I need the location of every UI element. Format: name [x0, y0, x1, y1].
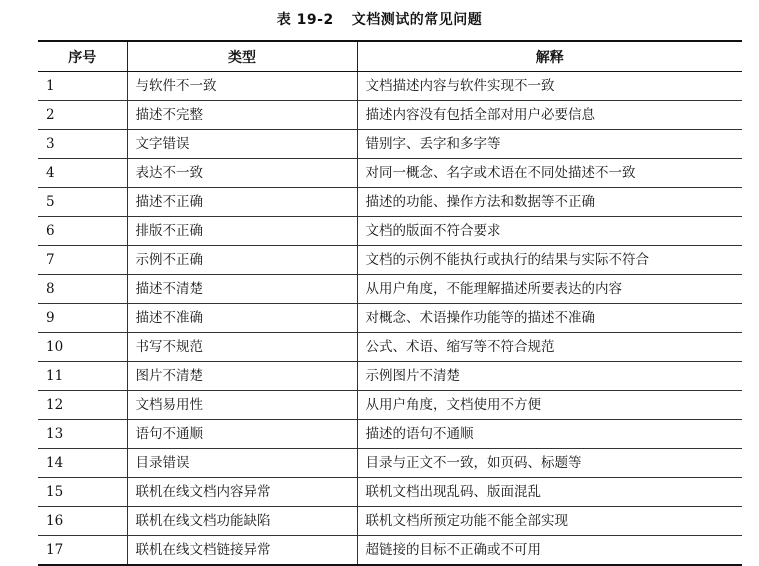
table-row — [38, 333, 742, 362]
cell-type: 图片不清楚 — [127, 362, 357, 391]
table-caption — [0, 9, 759, 29]
header-type: 类型 — [127, 41, 357, 72]
cell-index: 13 — [38, 420, 127, 449]
cell-index: 14 — [38, 449, 127, 478]
cell-description: 对概念、术语操作功能等的描述不准确 — [357, 304, 742, 333]
cell-description: 文档的版面不符合要求 — [357, 217, 742, 246]
cell-index: 8 — [38, 275, 127, 304]
cell-description: 示例图片不清楚 — [357, 362, 742, 391]
cell-index: 2 — [38, 101, 127, 130]
table-row — [38, 304, 742, 333]
cell-type: 联机在线文档功能缺陷 — [127, 507, 357, 536]
cell-type: 表达不一致 — [127, 159, 357, 188]
cell-type: 联机在线文档链接异常 — [127, 536, 357, 566]
cell-index: 6 — [38, 217, 127, 246]
table-row — [38, 101, 742, 130]
table-row — [38, 391, 742, 420]
table-row — [38, 478, 742, 507]
table-row — [38, 536, 742, 566]
table-row — [38, 246, 742, 275]
cell-type: 与软件不一致 — [127, 72, 357, 101]
cell-description: 错别字、丢字和多字等 — [357, 130, 742, 159]
table-row — [38, 420, 742, 449]
cell-index: 5 — [38, 188, 127, 217]
table-row — [38, 217, 742, 246]
cell-index: 17 — [38, 536, 127, 566]
table-row — [38, 507, 742, 536]
cell-index: 12 — [38, 391, 127, 420]
cell-type: 排版不正确 — [127, 217, 357, 246]
cell-description: 描述的功能、操作方法和数据等不正确 — [357, 188, 742, 217]
cell-index: 11 — [38, 362, 127, 391]
table-body — [38, 72, 742, 566]
table-row — [38, 72, 742, 101]
table-row — [38, 188, 742, 217]
table-row — [38, 449, 742, 478]
table-row — [38, 275, 742, 304]
cell-type: 联机在线文档内容异常 — [127, 478, 357, 507]
cell-description: 文档的示例不能执行或执行的结果与实际不符合 — [357, 246, 742, 275]
cell-description: 公式、术语、缩写等不符合规范 — [357, 333, 742, 362]
header-index: 序号 — [38, 41, 127, 72]
cell-type: 文字错误 — [127, 130, 357, 159]
cell-description: 文档描述内容与软件实现不一致 — [357, 72, 742, 101]
cell-type: 描述不完整 — [127, 101, 357, 130]
cell-description: 目录与正文不一致，如页码、标题等 — [357, 449, 742, 478]
cell-type: 描述不清楚 — [127, 275, 357, 304]
cell-index: 9 — [38, 304, 127, 333]
cell-index: 16 — [38, 507, 127, 536]
cell-type: 语句不通顺 — [127, 420, 357, 449]
cell-description: 描述的语句不通顺 — [357, 420, 742, 449]
cell-type: 示例不正确 — [127, 246, 357, 275]
cell-description: 从用户角度，文档使用不方便 — [357, 391, 742, 420]
cell-index: 10 — [38, 333, 127, 362]
cell-description: 描述内容没有包括全部对用户必要信息 — [357, 101, 742, 130]
cell-index: 7 — [38, 246, 127, 275]
cell-description: 联机文档所预定功能不能全部实现 — [357, 507, 742, 536]
cell-type: 描述不准确 — [127, 304, 357, 333]
caption-number: 表 19-2 — [276, 12, 334, 28]
cell-index: 15 — [38, 478, 127, 507]
table-header-row — [38, 41, 742, 72]
table-row — [38, 130, 742, 159]
caption-title: 文档测试的常见问题 — [351, 12, 483, 28]
doc-issues-table — [38, 40, 742, 566]
cell-type: 书写不规范 — [127, 333, 357, 362]
cell-type: 目录错误 — [127, 449, 357, 478]
table-row — [38, 159, 742, 188]
cell-type: 文档易用性 — [127, 391, 357, 420]
header-description: 解释 — [357, 41, 742, 72]
cell-description: 对同一概念、名字或术语在不同处描述不一致 — [357, 159, 742, 188]
cell-type: 描述不正确 — [127, 188, 357, 217]
cell-index: 1 — [38, 72, 127, 101]
cell-index: 3 — [38, 130, 127, 159]
table-row — [38, 362, 742, 391]
cell-index: 4 — [38, 159, 127, 188]
cell-description: 超链接的目标不正确或不可用 — [357, 536, 742, 566]
cell-description: 联机文档出现乱码、版面混乱 — [357, 478, 742, 507]
cell-description: 从用户角度，不能理解描述所要表达的内容 — [357, 275, 742, 304]
